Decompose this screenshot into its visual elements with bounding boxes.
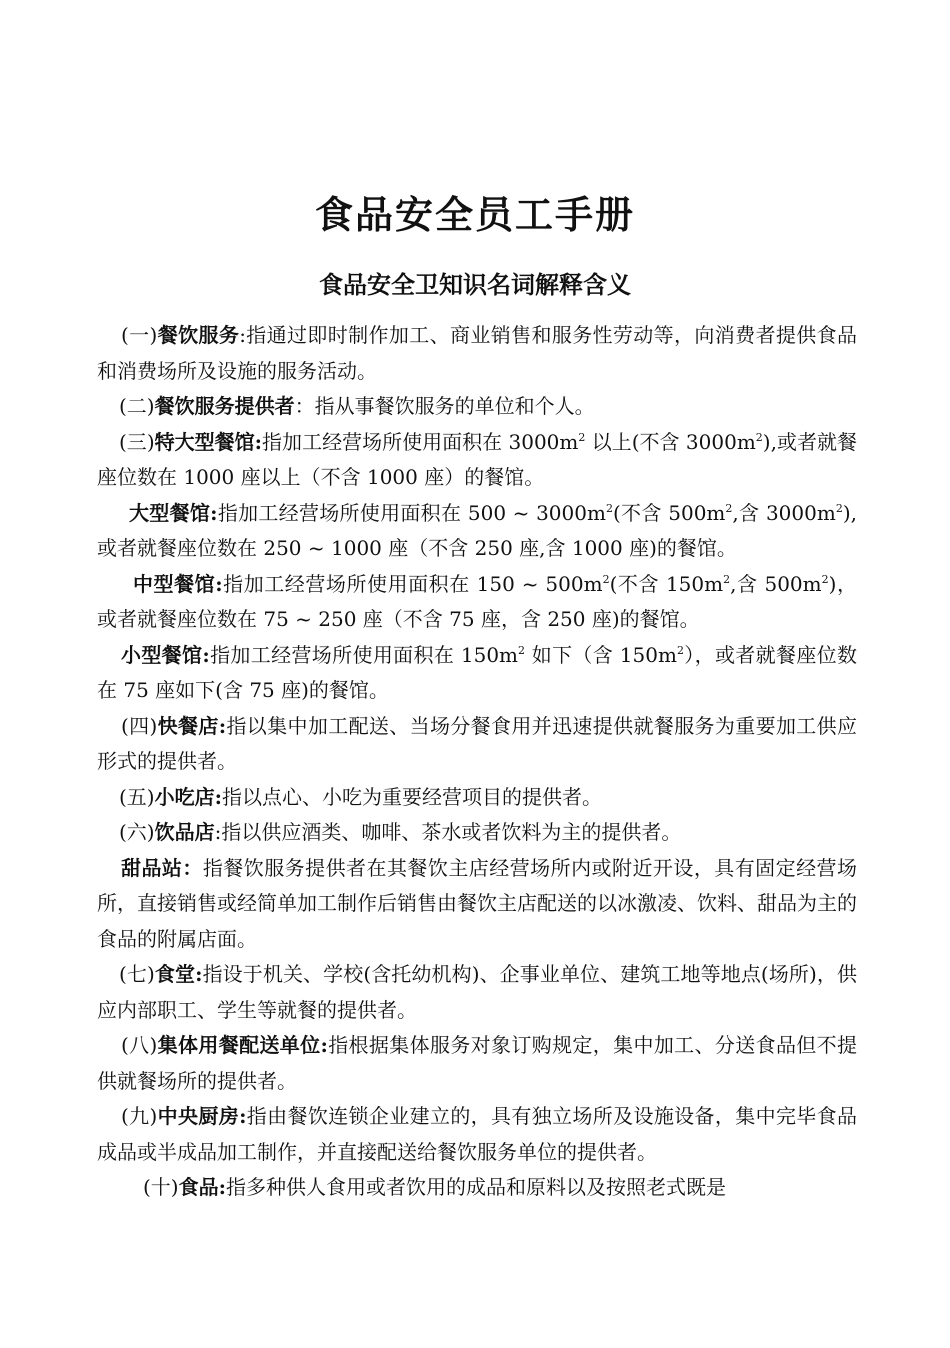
definition-text: ：指从事餐饮服务的单位和个人。 <box>294 394 595 418</box>
definition-text: 指以点心、小吃为重要经营项目的提供者。 <box>222 784 602 809</box>
definition-text: ),或者就餐座位数在 250 ~ 1000 座（不含 250 座,含 1000 座)的餐馆。 <box>97 500 857 560</box>
definition-term: 快餐店: <box>157 713 227 738</box>
definition-text: 指根据集体服务对象订购规定，集中加工、分送食品但不提供就餐场所的提供者。 <box>97 1033 857 1093</box>
superscript: 2 <box>578 430 586 444</box>
definition-text: ),或者就餐座位数在 1000 座以上（不含 1000 座）的餐馆。 <box>97 429 857 489</box>
item-number: (三) <box>119 429 155 454</box>
definition-text: 指加工经营场所使用面积在 150m <box>209 642 519 667</box>
definition-text: ,含 3000m <box>732 500 836 525</box>
definition-text: 如下（含 150m <box>525 642 677 667</box>
definition-canteen <box>97 957 857 1028</box>
definition-text: 指餐饮服务提供者在其餐饮主店经营场所内或附近开设，具有固定经营场所，直接销售或经简单加工制作后销售由餐饮主店配送的以冰激凌、饮料、甜品为主的食品的附属店面。 <box>97 855 858 951</box>
superscript: 2 <box>725 501 733 515</box>
item-number: (二) <box>119 394 155 418</box>
definition-small-restaurant <box>97 638 857 709</box>
definition-text: (不含 500m <box>612 500 726 525</box>
definition-fast-food-restaurant <box>97 709 857 780</box>
item-number: (八) <box>121 1033 158 1057</box>
definition-catering-provider <box>97 389 857 425</box>
superscript: 2 <box>835 501 843 515</box>
definition-snack-shop <box>97 780 857 816</box>
item-number: (六) <box>119 820 155 844</box>
definition-term: 集体用餐配送单位: <box>157 1033 328 1057</box>
definition-text: ），或者就餐座位数在 75 座如下(含 75 座)的餐馆。 <box>97 642 858 702</box>
definition-term: 小吃店: <box>154 784 222 809</box>
definition-text: 以上(不含 3000m <box>585 429 756 454</box>
definition-term: 餐饮服务提供者 <box>154 394 295 418</box>
superscript: 2 <box>605 501 613 515</box>
definition-catering-service <box>97 318 857 389</box>
superscript: 2 <box>602 572 610 586</box>
definition-central-kitchen <box>97 1099 857 1170</box>
definition-text: 指加工经营场所使用面积在 3000m <box>262 429 579 454</box>
definition-large-restaurant <box>97 496 857 567</box>
item-number: (四) <box>121 713 158 738</box>
definition-dessert-station <box>97 851 857 958</box>
item-number: (一) <box>121 323 158 347</box>
definition-text: :指通过即时制作加工、商业销售和服务性劳动等，向消费者提供食品和消费场所及设施的服务活动。 <box>97 323 857 383</box>
definition-text: 指加工经营场所使用面积在 150 ~ 500m <box>222 571 603 596</box>
superscript: 2 <box>755 430 763 444</box>
superscript: 2 <box>821 572 829 586</box>
definition-term: 大型餐馆: <box>129 500 218 525</box>
definition-text: 指以集中加工配送、当场分餐食用并迅速提供就餐服务为重要加工供应形式的提供者。 <box>97 713 858 773</box>
superscript: 2 <box>676 643 684 657</box>
definition-text: (不含 150m <box>609 571 724 596</box>
definition-text: )，或者就餐座位数在 75 ~ 250 座（不含 75 座，含 250 座)的餐馆。 <box>97 571 857 631</box>
document-title: 食品安全员工手册 <box>314 192 635 237</box>
definition-term: 饮品店 <box>154 820 215 844</box>
definition-beverage-shop <box>97 815 857 851</box>
definition-term: 特大型餐馆: <box>154 429 263 454</box>
item-number: (十) <box>143 1175 179 1199</box>
item-number: (七) <box>119 962 155 986</box>
superscript: 2 <box>518 643 526 657</box>
definition-term: 小型餐馆: <box>121 642 210 667</box>
definition-text: 指加工经营场所使用面积在 500 ~ 3000m <box>217 500 606 525</box>
definition-medium-restaurant <box>97 567 857 638</box>
definition-group-meal-delivery <box>97 1028 857 1099</box>
definition-text: 指多种供人食用或者饮用的成品和原料以及按照老式既是 <box>226 1175 726 1199</box>
definition-extra-large-restaurant <box>97 425 857 496</box>
item-number: (九) <box>121 1104 158 1128</box>
document-subtitle: 食品安全卫知识名词解释含义 <box>319 270 631 299</box>
definition-term: 中央厨房: <box>157 1104 247 1128</box>
definition-term: 甜品站： <box>121 855 203 880</box>
definition-term: 食品: <box>178 1175 226 1199</box>
item-number: (五) <box>119 784 155 809</box>
definition-term: 餐饮服务 <box>157 323 240 347</box>
superscript: 2 <box>723 572 731 586</box>
definition-food <box>97 1170 857 1206</box>
definition-term: 中型餐馆: <box>133 571 223 596</box>
definition-text: :指以供应酒类、咖啡、茶水或者饮料为主的提供者。 <box>214 820 682 844</box>
definition-term: 食堂: <box>154 962 203 986</box>
document-body <box>97 318 857 1206</box>
definition-text: 指由餐饮连锁企业建立的，具有独立场所及设施设备，集中完毕食品成品或半成品加工制作，并直接配送给餐饮服务单位的提供者。 <box>97 1104 857 1164</box>
definition-text: 指设于机关、学校(含托幼机构)、企事业单位、建筑工地等地点(场所)，供应内部职工、学生等就餐的提供者。 <box>97 962 857 1022</box>
definition-text: ,含 500m <box>730 571 822 596</box>
